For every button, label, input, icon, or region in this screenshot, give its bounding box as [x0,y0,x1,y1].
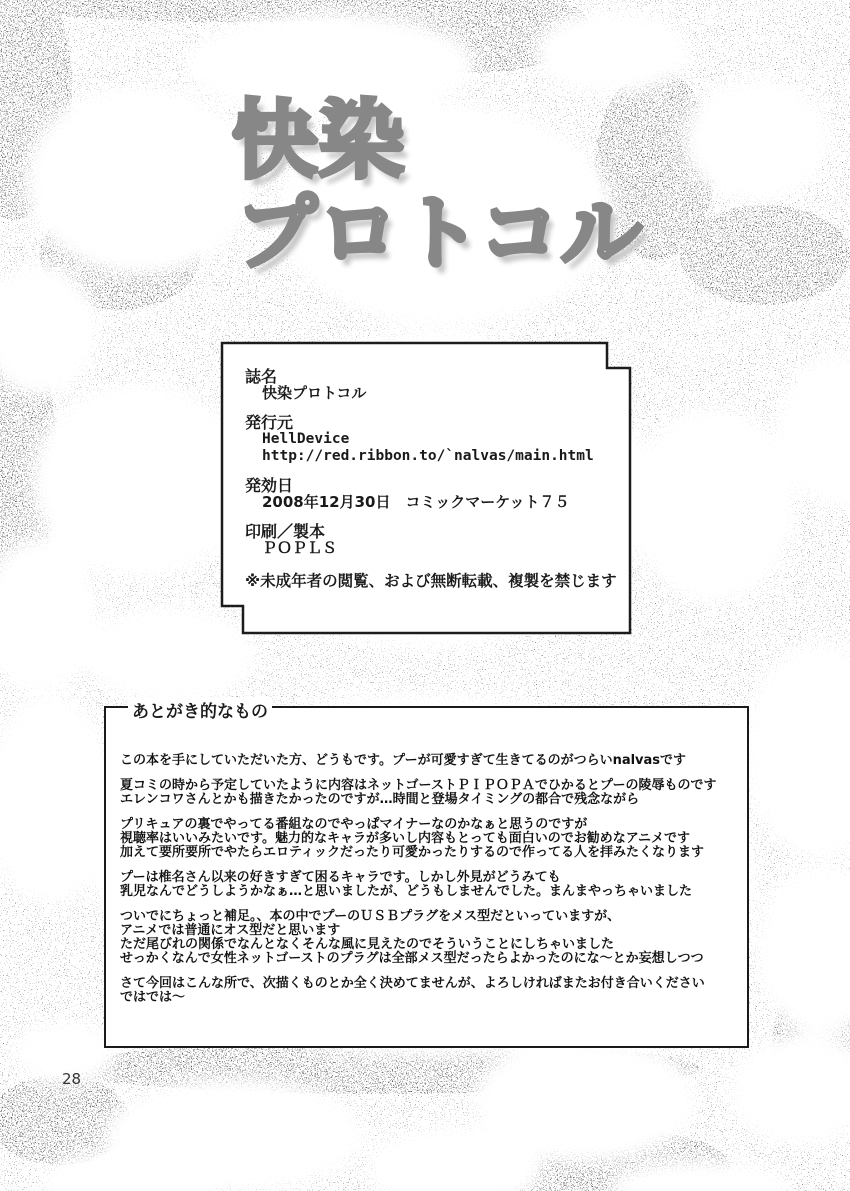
text-line: 夏コミの時から予定していたように内容はネットゴーストＰＩＰＯＰＡでひかるとプーの陵辱ものです [120,778,717,793]
text-line: さて今回はこんな所で、次描くものとか全く決めてませんが、よろしければまたお付き合いください [120,976,705,991]
colophon-box [219,340,634,636]
afterword-paragraph [120,779,737,807]
publisher-url: http://red.ribbon.to/`nalvas/main.html [262,448,594,464]
colophon-content [245,368,615,591]
colophon-field-printing [245,523,615,557]
field-label: 誌名 [245,367,278,386]
text-line: エレンコワさんとかも描きたかったのですが…時間と登場タイミングの都合で残念ながら [120,792,640,807]
afterword-paragraph [120,818,737,860]
text-line: ただ尾びれの関係でなんとなくそんな風に見えたのでそういうことにしちゃいました [120,937,615,952]
text-line: この本を手にしていただいた方、どうもです。プーが可愛すぎて生きてるのがつらいnalvasです [120,753,687,768]
text-line: ではでは～ [120,990,186,1005]
title-line-1: 快染 [232,92,407,191]
publisher-name: HellDevice [262,431,350,447]
text-line: 視聴率はいいみたいです。魅力的なキャラが多いし内容もとっても面白いのでお勧めなアニメです [120,831,691,846]
afterword-text [106,708,747,1005]
text-line: 乳児なんでどうしようかなぁ…と思いましたが、どうもしませんでした。まんまやっちゃいました [120,884,693,899]
text-line: プリキュアの裏でやってる番組なのでやっぱマイナーなのかなぁと思うのですが [120,817,588,832]
afterword-paragraph [120,977,737,1005]
field-value: 快染プロトコル [262,384,367,402]
field-value: ＰＯＰＬＳ [262,539,338,557]
text-line: アニメでは普通にオス型だと思います [120,923,341,938]
age-restriction-notice: ※未成年者の閲覧、および無断転載、複製を禁じます [245,572,617,590]
afterword-paragraph [120,754,737,768]
title-line-2: プロトコル [236,187,643,281]
afterword-box [104,702,749,1048]
page-number: 28 [62,1070,82,1088]
text-line: プーは椎名さん以来の好きすぎて困るキャラです。しかし外見がどうみても [120,870,561,885]
text-line: せっかくなんで女性ネットゴーストのプラグは全部メス型だったらよかったのにな～とか妄想しつつ [120,951,704,966]
afterword-paragraph [120,871,737,899]
field-label: 発行元 [245,413,294,432]
field-label: 印刷／製本 [245,522,326,541]
colophon-field-date [245,477,615,511]
colophon-field-publisher [245,414,615,465]
text-line: 加えて要所要所でやたらエロティックだったり可愛かったりするので作ってる人を拝みたくなります [120,845,704,860]
colophon-field-title [245,368,615,402]
field-label: 発効日 [245,476,294,495]
doujin-title [232,92,643,281]
field-value: 2008年12月30日 コミックマーケット７５ [262,493,570,511]
afterword-paragraph [120,910,737,966]
afterword-heading: あとがき的なもの [128,697,272,722]
text-line: ついでにちょっと補足。、本の中でプーのＵＳＢプラグをメス型だといっていますが、 [120,909,621,924]
